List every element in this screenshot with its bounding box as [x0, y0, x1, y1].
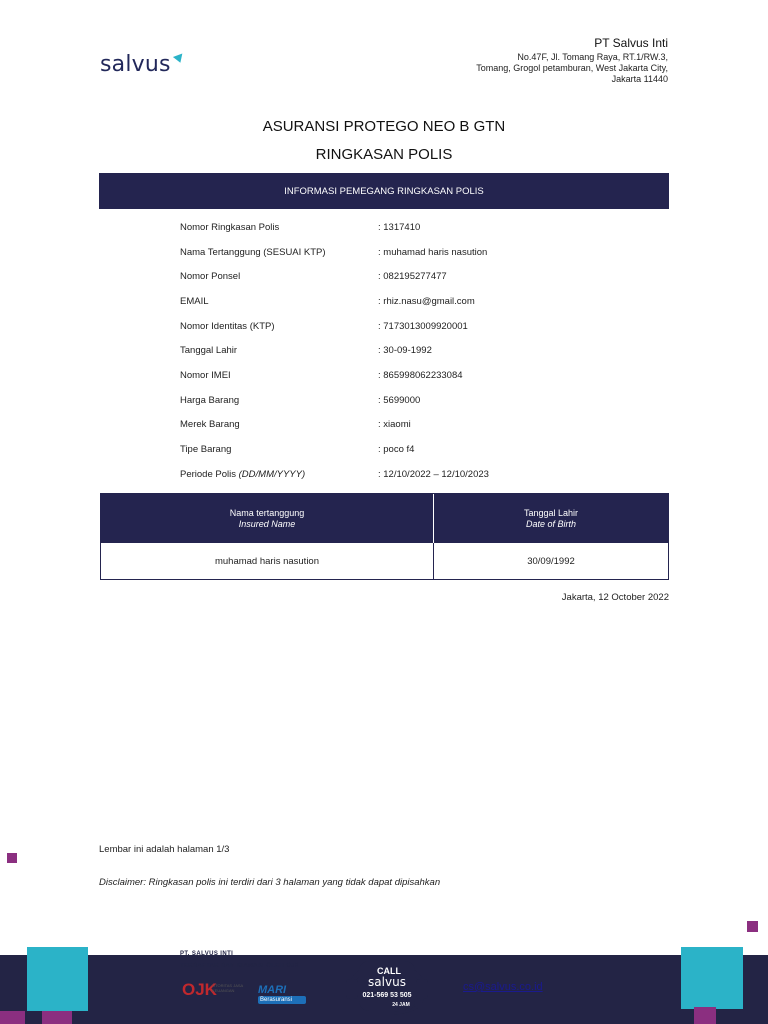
- header-date-of-birth: [434, 494, 668, 543]
- call-brand: salvus: [368, 975, 406, 989]
- customer-service-email-link[interactable]: cs@salvus.co.id: [463, 981, 543, 993]
- header-label-en: Date of Birth: [525, 518, 577, 529]
- decorative-square: [0, 1011, 25, 1024]
- sign-date: Jakarta, 12 October 2022: [561, 592, 669, 603]
- info-row-policy-period: [180, 462, 660, 487]
- info-row: [180, 264, 660, 289]
- company-info: [476, 36, 668, 85]
- call-number: 021-569 53 505: [362, 992, 412, 999]
- policy-info-list: [180, 215, 660, 487]
- footer-registration: TERDAFTAR DAN DIAWASI OLEH OJK: [180, 963, 300, 969]
- info-label: Harga Barang: [180, 394, 240, 406]
- decorative-teal-block: [681, 947, 743, 1009]
- info-value: : 30-09-1992: [378, 345, 432, 357]
- ojk-logo-text: OJK: [182, 980, 217, 999]
- decorative-square: [694, 1007, 716, 1024]
- info-label: Tanggal Lahir: [180, 345, 238, 357]
- info-value: : xiaomi: [378, 419, 411, 431]
- info-value: : 5699000: [378, 394, 421, 406]
- info-value: : rhiz.nasu@gmail.com: [378, 295, 475, 307]
- header-label-en: Insured Name: [238, 518, 296, 529]
- info-value: : poco f4: [378, 444, 415, 456]
- info-row: [180, 413, 660, 438]
- info-label: Merek Barang: [180, 419, 240, 431]
- company-name: PT Salvus Inti: [594, 36, 668, 50]
- info-row: [180, 240, 660, 265]
- period-format-label: (DD/MM/YYYY): [238, 468, 306, 480]
- salvus-logo: [100, 50, 190, 84]
- mari-logo-subtext: Berasuransi: [258, 996, 306, 1004]
- page-note: Lembar ini adalah halaman 1/3: [99, 844, 230, 855]
- ojk-logo-subtext: OTORITAS JASA KEUANGAN: [212, 983, 243, 993]
- decorative-square: [7, 853, 17, 863]
- footer-company: PT. SALVUS INTI: [180, 951, 234, 957]
- table-header: [101, 494, 668, 543]
- disclaimer: Disclaimer: Ringkasan polis ini terdiri dari 3 halaman yang tidak dapat dipisahkan: [99, 877, 441, 888]
- decorative-square: [42, 1011, 72, 1024]
- decorative-square: [747, 921, 758, 932]
- info-value: : 082195277477: [378, 271, 447, 283]
- mari-logo-text: MARI: [258, 984, 287, 996]
- info-row: [180, 314, 660, 339]
- header-label: Nama tertanggung: [229, 507, 305, 518]
- info-row: [180, 437, 660, 462]
- header-insured-name: [101, 494, 434, 543]
- info-row: [180, 215, 660, 240]
- table-row: [101, 543, 668, 580]
- mari-berasuransi-logo: [258, 980, 306, 1004]
- period-label: Periode Polis: [180, 468, 239, 480]
- info-value: : 1317410: [378, 221, 421, 233]
- company-address-line-2: Tomang, Grogol petamburan, West Jakarta City,: [476, 63, 668, 73]
- info-row: [180, 289, 660, 314]
- info-value: : muhamad haris nasution: [378, 246, 488, 258]
- info-label: Nomor Ringkasan Polis: [180, 221, 280, 233]
- info-value: : 12/10/2022 – 12/10/2023: [378, 468, 489, 480]
- info-value: : 865998062233084: [378, 369, 463, 381]
- info-label: Tipe Barang: [180, 444, 232, 456]
- decorative-teal-block: [27, 947, 88, 1011]
- info-label: Nomor Ponsel: [180, 271, 241, 283]
- info-row: [180, 388, 660, 413]
- call-label: CALL: [377, 966, 401, 976]
- company-address-line-1: No.47F, Jl. Tomang Raya, RT.1/RW.3,: [517, 52, 668, 62]
- info-label: Nomor Identitas (KTP): [180, 320, 275, 332]
- logo-text: salvus: [100, 52, 171, 77]
- info-label: Nama Tertanggung (SESUAI KTP): [180, 246, 326, 258]
- document-title: ASURANSI PROTEGO NEO B GTN: [262, 118, 506, 135]
- info-label: [180, 469, 378, 480]
- insured-table: [100, 493, 669, 580]
- document-subtitle: RINGKASAN POLIS: [315, 146, 453, 163]
- cell-date-of-birth: 30/09/1992: [527, 556, 575, 567]
- info-section-heading-text: INFORMASI PEMEGANG RINGKASAN POLIS: [284, 185, 484, 197]
- call-center-badge: [343, 945, 431, 1017]
- info-label: EMAIL: [180, 295, 209, 307]
- company-address-line-3: Jakarta 11440: [611, 74, 668, 84]
- logo-arrow-icon: [173, 54, 185, 65]
- info-row: [180, 338, 660, 363]
- header-label: Tanggal Lahir: [523, 507, 579, 518]
- cell-insured-name: muhamad haris nasution: [101, 543, 434, 580]
- info-label: Nomor IMEI: [180, 369, 231, 381]
- info-section-heading: [99, 173, 669, 209]
- ojk-logo: [182, 980, 246, 1002]
- info-row: [180, 363, 660, 388]
- call-hours: 24 JAM: [392, 1002, 410, 1008]
- info-value: : 7173013009920001: [378, 320, 468, 332]
